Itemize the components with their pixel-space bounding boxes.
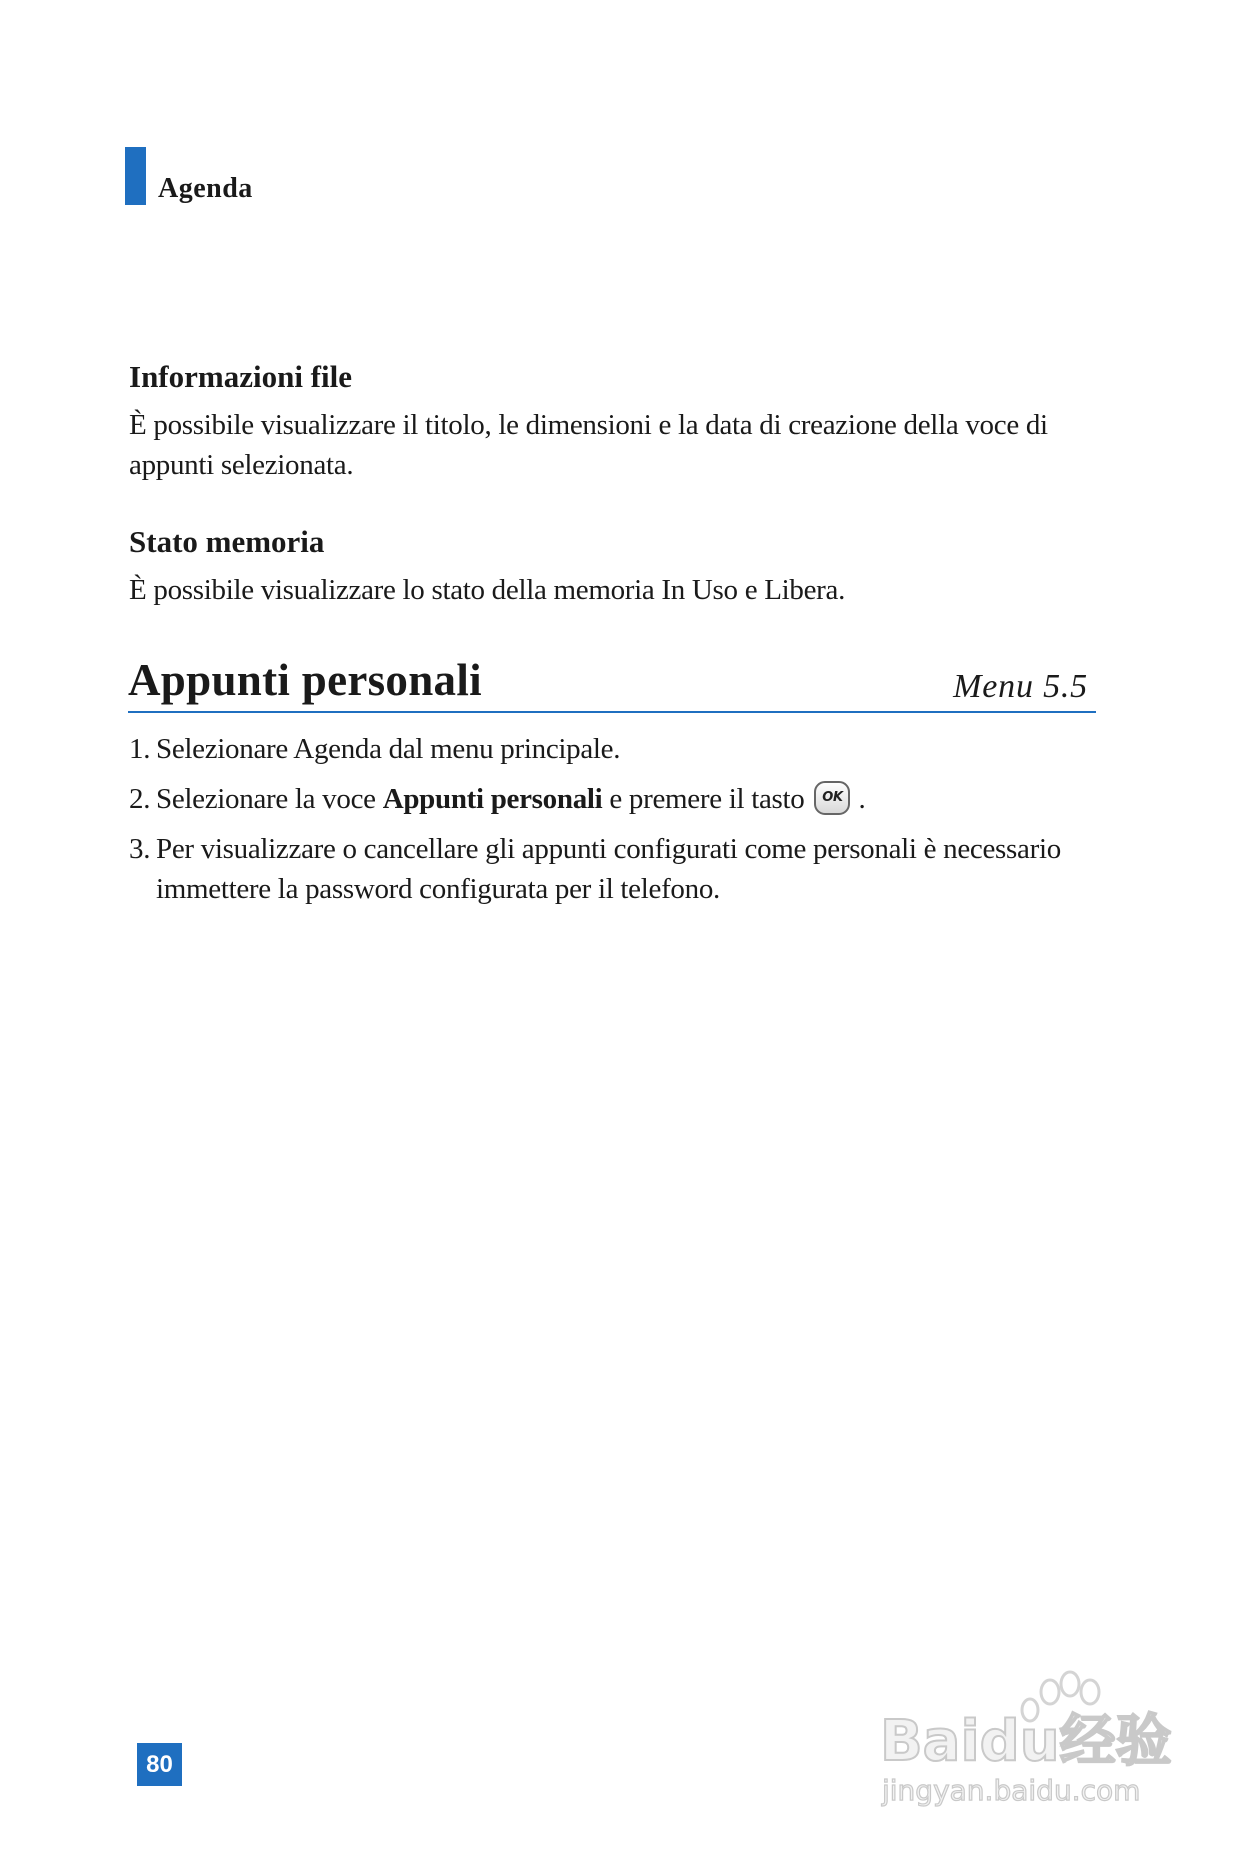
menu-reference: Menu 5.5	[953, 668, 1088, 705]
step-number: 1.	[129, 733, 151, 765]
header-accent-bar	[125, 147, 146, 205]
step-number: 2.	[129, 783, 151, 815]
list-item-step-3	[129, 829, 1099, 909]
heading-stato-memoria: Stato memoria	[129, 524, 325, 559]
baidu-watermark-logo	[880, 1660, 1180, 1810]
section-title: Appunti personali	[128, 655, 482, 705]
page-number: 80	[137, 1743, 182, 1786]
step-text-after: e premere il tasto	[602, 783, 805, 815]
heading-informazioni-file: Informazioni file	[129, 359, 352, 394]
paragraph-stato-memoria: È possibile visualizzare lo stato della memoria In Uso e Libera.	[129, 574, 846, 606]
header-title: Agenda	[158, 173, 253, 204]
step-text-before: Selezionare la voce	[156, 783, 383, 815]
watermark-brand: Baidu经验	[880, 1709, 1172, 1774]
ok-key-icon: OK	[814, 781, 850, 815]
step-number: 3.	[129, 833, 151, 865]
list-item-step-1	[129, 729, 1099, 769]
watermark-url: jingyan.baidu.com	[882, 1774, 1141, 1807]
list-item-step-2	[129, 779, 1099, 819]
paragraph-informazioni-file: È possibile visualizzare il titolo, le dimensioni e la data di creazione della voce di appunti selezionata.	[129, 409, 1048, 481]
step-bold-term: Appunti personali	[382, 783, 603, 815]
step-text: Per visualizzare o cancellare gli appunti configurati come personali è necessario immettere la password configurata per il telefono.	[156, 833, 1061, 905]
section-divider	[128, 711, 1096, 713]
step-text: Selezionare Agenda dal menu principale.	[156, 733, 621, 765]
step-end: .	[858, 783, 866, 815]
